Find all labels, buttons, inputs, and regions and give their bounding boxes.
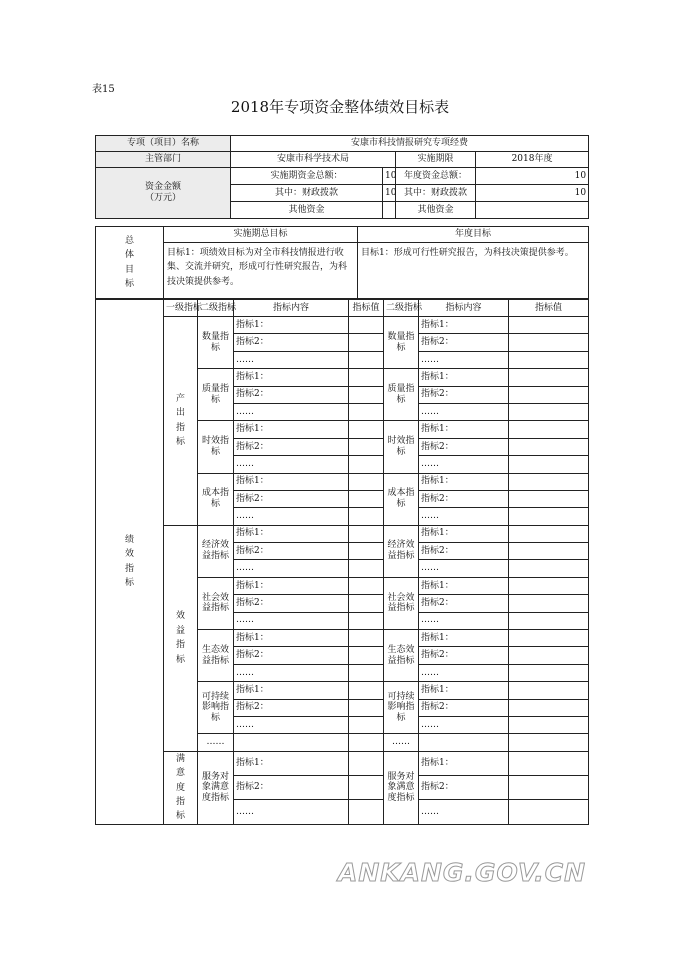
indicator-content-annual: …… (419, 800, 509, 824)
satisfaction-level1-label: 满意度指标 (164, 751, 198, 824)
annual-other-label: 其他资金 (396, 202, 476, 219)
indicator-value-annual (509, 734, 589, 751)
indicator-content: 指标2： (234, 386, 349, 403)
indicator-content: 指标1： (234, 317, 349, 334)
indicator-content-annual: 指标2： (419, 386, 509, 403)
project-name-label: 专项（项目）名称 (96, 136, 231, 152)
annual-goal-text: 目标1：形成可行性研究报告，为科技决策提供参考。 (358, 243, 589, 299)
indicator-value-annual (509, 699, 589, 716)
indicator-content: 指标2： (234, 334, 349, 351)
indicator-content-annual: 指标2： (419, 647, 509, 664)
indicator-value-annual (509, 664, 589, 681)
indicator-content (234, 734, 349, 751)
indicator-value-annual (509, 317, 589, 334)
indicator-value (349, 716, 384, 733)
indicator-value (349, 317, 384, 334)
indicator-value-annual (509, 543, 589, 560)
indicator-content-annual: 指标2： (419, 543, 509, 560)
indicator-content-annual: 指标2： (419, 438, 509, 455)
indicator-content: …… (234, 560, 349, 577)
indicator-row (96, 525, 589, 542)
indicator-content-annual: 指标2： (419, 699, 509, 716)
period-label: 实施期限 (396, 152, 476, 168)
indicator-value (349, 386, 384, 403)
indicator-content-annual: 指标1： (419, 369, 509, 386)
indicator-content-annual: …… (419, 716, 509, 733)
output-level2-annual-1: 质量指标 (384, 369, 419, 421)
indicator-value (349, 699, 384, 716)
project-name: 安康市科技情报研究专项经费 (231, 136, 589, 152)
col-level2: 二级指标 (198, 300, 234, 317)
indicator-content: …… (234, 664, 349, 681)
benefit-level2-0: 经济效益指标 (198, 525, 234, 577)
col-content-annual: 指标内容 (419, 300, 509, 317)
indicator-content-annual: 指标2： (419, 776, 509, 800)
indicator-value-annual (509, 577, 589, 594)
col-level1: 一级指标 (164, 300, 198, 317)
indicator-content: 指标2： (234, 776, 349, 800)
indicator-content: 指标2： (234, 595, 349, 612)
indicator-value (349, 612, 384, 629)
indicator-content: …… (234, 351, 349, 368)
indicator-content: 指标1： (234, 682, 349, 699)
indicator-value-annual (509, 647, 589, 664)
output-level1-label: 产出指标 (164, 317, 198, 526)
indicator-value (349, 351, 384, 368)
benefit-level2-1: 社会效益指标 (198, 577, 234, 629)
satisfaction-level2-annual-0: 服务对象满意度指标 (384, 751, 419, 824)
indicator-value (349, 577, 384, 594)
output-level2-1: 质量指标 (198, 369, 234, 421)
indicator-content-annual: 指标1： (419, 421, 509, 438)
benefit-level2-annual-1: 社会效益指标 (384, 577, 419, 629)
indicator-value (349, 490, 384, 507)
indicator-content: 指标1： (234, 630, 349, 647)
indicator-value (349, 403, 384, 420)
benefit-level2-annual-3: 可持续影响指标 (384, 682, 419, 734)
indicator-content: …… (234, 800, 349, 824)
indicator-value (349, 647, 384, 664)
indicator-value (349, 334, 384, 351)
indicator-content: 指标2： (234, 647, 349, 664)
annual-fiscal-label: 其中：财政拨款 (396, 185, 476, 202)
indicator-content: 指标2： (234, 543, 349, 560)
output-level2-annual-3: 成本指标 (384, 473, 419, 525)
indicator-value (349, 595, 384, 612)
period-value: 2018年度 (476, 152, 589, 168)
indicator-content: 指标1： (234, 525, 349, 542)
indicator-value-annual (509, 800, 589, 824)
benefit-level2-annual-2: 生态效益指标 (384, 630, 419, 682)
indicator-content: 指标2： (234, 490, 349, 507)
indicator-value (349, 508, 384, 525)
indicator-content-annual: 指标1： (419, 751, 509, 775)
indicator-content: 指标1： (234, 473, 349, 490)
fiscal-label: 其中：财政拨款 (231, 185, 383, 202)
indicator-content: 指标1： (234, 577, 349, 594)
indicator-value (349, 438, 384, 455)
other-funds-label: 其他资金 (231, 202, 383, 219)
table-number: 表15 (92, 84, 115, 95)
indicator-value-annual (509, 630, 589, 647)
indicator-row (96, 751, 589, 775)
indicator-content-annual: …… (419, 403, 509, 420)
indicator-content-annual: 指标1： (419, 525, 509, 542)
annual-total-label: 年度资金总额： (396, 168, 476, 185)
indicator-value (349, 456, 384, 473)
indicator-value-annual (509, 560, 589, 577)
header-table (95, 135, 589, 219)
indicator-content-annual: …… (419, 612, 509, 629)
funds-label: 资金金额 （万元） (96, 168, 231, 219)
indicator-content-annual: 指标2： (419, 490, 509, 507)
output-level2-3: 成本指标 (198, 473, 234, 525)
indicator-value-annual (509, 716, 589, 733)
indicator-value-annual (509, 334, 589, 351)
indicator-value-annual (509, 456, 589, 473)
indicator-value-annual (509, 403, 589, 420)
indicator-value-annual (509, 682, 589, 699)
benefit-level1-label: 效益指标 (164, 525, 198, 751)
indicator-content: 指标1： (234, 421, 349, 438)
output-level2-2: 时效指标 (198, 421, 234, 473)
watermark: ANKANG.GOV.CN (338, 858, 587, 887)
indicator-content-annual: 指标1： (419, 630, 509, 647)
indicator-value-annual (509, 473, 589, 490)
indicator-value (349, 421, 384, 438)
output-level2-annual-0: 数量指标 (384, 317, 419, 369)
indicator-value-annual (509, 612, 589, 629)
indicator-value (349, 800, 384, 824)
indicator-content-annual: …… (419, 560, 509, 577)
overall-goal-label: 总体目标 (96, 227, 164, 299)
indicator-value-annual (509, 386, 589, 403)
output-level2-annual-2: 时效指标 (384, 421, 419, 473)
indicator-content: 指标2： (234, 699, 349, 716)
output-level2-0: 数量指标 (198, 317, 234, 369)
annual-other-value (476, 202, 589, 219)
indicator-content: …… (234, 456, 349, 473)
benefit-level2-annual-0: 经济效益指标 (384, 525, 419, 577)
indicator-content: …… (234, 716, 349, 733)
indicator-value-annual (509, 525, 589, 542)
annual-goal-header: 年度目标 (358, 227, 589, 243)
indicator-content: 指标1： (234, 369, 349, 386)
extra-more: …… (198, 734, 234, 751)
col-level2-annual: 二级指标 (384, 300, 419, 317)
fiscal-value: 10 (383, 185, 396, 202)
annual-total-value: 10 (476, 168, 589, 185)
period-goal-header: 实施期总目标 (164, 227, 358, 243)
indicator-value-annual (509, 421, 589, 438)
indicator-content: …… (234, 508, 349, 525)
indicator-content-annual (419, 734, 509, 751)
indicator-value (349, 776, 384, 800)
annual-fiscal-value: 10 (476, 185, 589, 202)
col-value-annual: 指标值 (509, 300, 589, 317)
dept-value: 安康市科学技术局 (231, 152, 396, 168)
indicator-content-annual: …… (419, 508, 509, 525)
indicator-value-annual (509, 438, 589, 455)
indicator-value (349, 560, 384, 577)
dept-label: 主管部门 (96, 152, 231, 168)
indicator-content-annual: 指标2： (419, 334, 509, 351)
indicator-value-annual (509, 508, 589, 525)
indicator-content-annual: …… (419, 664, 509, 681)
satisfaction-level2-0: 服务对象满意度指标 (198, 751, 234, 824)
benefit-level2-3: 可持续影响指标 (198, 682, 234, 734)
period-goal-text: 目标1：项绩效目标为对全市科技情报进行收集、交流并研究，形成可行性研究报告，为科技决策提供参考。 (164, 243, 358, 299)
indicator-value (349, 473, 384, 490)
indicator-content: …… (234, 403, 349, 420)
indicator-content: …… (234, 612, 349, 629)
indicator-value-annual (509, 751, 589, 775)
col-value: 指标值 (349, 300, 384, 317)
indicator-value (349, 369, 384, 386)
indicator-content-annual: …… (419, 351, 509, 368)
indicator-content-annual: 指标1： (419, 473, 509, 490)
indicator-row (96, 317, 589, 334)
indicator-content-annual: 指标1： (419, 577, 509, 594)
indicator-content-annual: …… (419, 456, 509, 473)
performance-label: 绩效指标 (96, 300, 164, 825)
indicator-value-annual (509, 351, 589, 368)
page-title: 2018年专项资金整体绩效目标表 (230, 98, 450, 116)
col-content: 指标内容 (234, 300, 349, 317)
indicator-value (349, 630, 384, 647)
total-funds-label: 实施期资金总额： (231, 168, 383, 185)
extra-more-annual: …… (384, 734, 419, 751)
indicator-value-annual (509, 776, 589, 800)
indicator-value-annual (509, 490, 589, 507)
indicator-content-annual: 指标1： (419, 682, 509, 699)
indicator-content-annual: 指标1： (419, 317, 509, 334)
performance-table (95, 299, 589, 825)
goals-table (95, 226, 589, 299)
total-funds-value: 10 (383, 168, 396, 185)
indicator-value (349, 664, 384, 681)
benefit-level2-2: 生态效益指标 (198, 630, 234, 682)
other-funds-value (383, 202, 396, 219)
indicator-content-annual: 指标2： (419, 595, 509, 612)
indicator-content: 指标2： (234, 438, 349, 455)
indicator-value (349, 751, 384, 775)
indicator-value (349, 543, 384, 560)
indicator-value (349, 525, 384, 542)
indicator-content: 指标1： (234, 751, 349, 775)
indicator-value (349, 734, 384, 751)
indicator-value-annual (509, 369, 589, 386)
indicator-value-annual (509, 595, 589, 612)
indicator-value (349, 682, 384, 699)
